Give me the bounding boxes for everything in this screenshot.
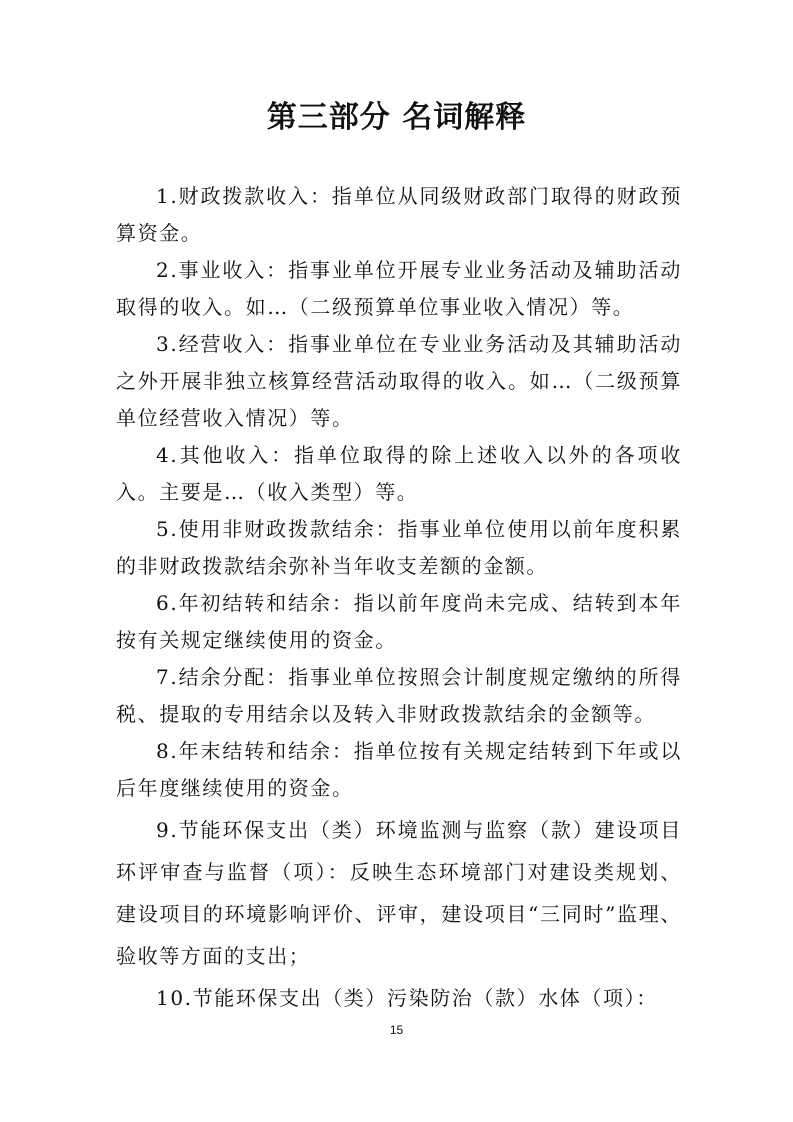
page-title: 第三部分 名词解释 — [266, 100, 527, 135]
glossary-item-10: 10.节能环保支出（类）污染防治（款）水体（项）： — [156, 986, 658, 1010]
glossary-item-8: 8.年末结转和结余：指单位按有关规定结转到下年或以后年度继续使用的资金。 — [116, 739, 682, 800]
glossary-item-9: 9.节能环保支出（类）环境监测与监察（款）建设项目环评审查与监督（项）：反映生态环境部门对建设类规划、建设项目的环境影响评价、评审，建设项目“三同时”监理、验收等方面的支出； — [116, 818, 682, 968]
glossary-item-2: 2.事业收入：指事业单位开展专业业务活动及辅助活动取得的收入。如…（二级预算单位事业收入情况）等。 — [116, 258, 682, 319]
glossary-list — [116, 178, 682, 1019]
glossary-item-3: 3.经营收入：指事业单位在专业业务活动及其辅助活动之外开展非独立核算经营活动取得的收入。如…（二级预算单位经营收入情况）等。 — [116, 332, 682, 430]
glossary-item-6: 6.年初结转和结余：指以前年度尚未完成、结转到本年按有关规定继续使用的资金。 — [116, 591, 682, 652]
glossary-item-4: 4.其他收入：指单位取得的除上述收入以外的各项收入。主要是…（收入类型）等。 — [116, 443, 682, 504]
glossary-item-5: 5.使用非财政拨款结余：指事业单位使用以前年度积累的非财政拨款结余弥补当年收支差额的金额。 — [116, 517, 682, 578]
glossary-item-7: 7.结余分配：指事业单位按照会计制度规定缴纳的所得税、提取的专用结余以及转入非财政拨款结余的金额等。 — [116, 665, 682, 726]
page-number: 15 — [389, 1023, 404, 1037]
glossary-item-1: 1.财政拨款收入：指单位从同级财政部门取得的财政预算资金。 — [116, 184, 682, 245]
